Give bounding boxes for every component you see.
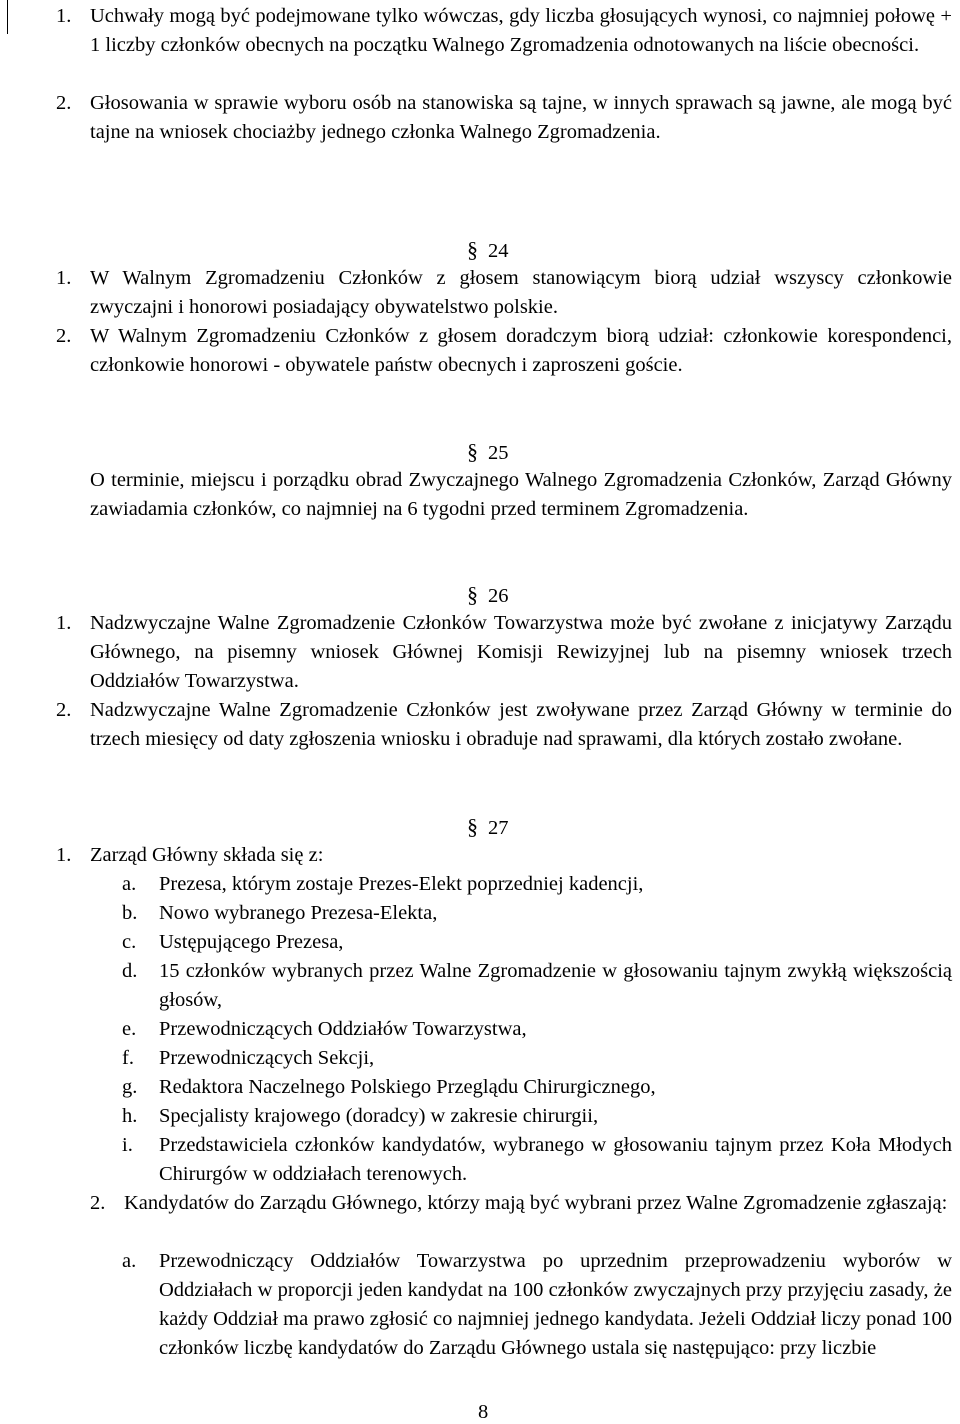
item-text: Przewodniczący Oddziałów Towarzystwa po uprzednim przeprowadzeniu wyborów w Oddziałach w proporcji jeden kandydat na 100 członków zwyczajnych przy przyjęciu zasady, że każdy Oddział ma prawo zgłosić co najmniej jednego kandydata. Jeżeli Oddział liczy ponad 100 członków liczbę kandydatów do Zarządu Głównego ustala się następująco: przy liczbie: [159, 1250, 952, 1359]
item-text: Nadzwyczajne Walne Zgromadzenie Członków jest zwoływane przez Zarząd Główny w terminie do trzech miesięcy od daty zgłoszenia wniosku i obraduje nad sprawami, dla których zostało zwołane.: [90, 699, 952, 750]
item-text: Przewodniczących Oddziałów Towarzystwa,: [159, 1018, 527, 1040]
item-text: Kandydatów do Zarządu Głównego, którzy mają być wybrani przez Walne Zgromadzenie zgłaszają:: [124, 1192, 948, 1214]
paragraph-item: [56, 609, 952, 696]
paragraph-plain: O terminie, miejscu i porządku obrad Zwyczajnego Walnego Zgromadzenia Członków, Zarząd Główny zawiadamia członków, co najmniej na 6 tygodni przed terminem Zgromadzenia.: [90, 469, 952, 520]
paragraph-item: [56, 264, 952, 322]
item-text: 15 członków wybranych przez Walne Zgromadzenie w głosowaniu tajnym zwykłą większością głosów,: [159, 960, 952, 1011]
item-number: 2.: [90, 1192, 106, 1214]
item-text: W Walnym Zgromadzeniu Członków z głosem stanowiącym biorą udział wszyscy członkowie zwyczajni i honorowi posiadający obywatelstwo polskie.: [90, 267, 952, 318]
item-text: Uchwały mogą być podejmowane tylko wówczas, gdy liczba głosujących wynosi, co najmniej połowę + 1 liczby członków obecnych na początku Walnego Zgromadzenia odnotowanych na liście obecności.: [90, 5, 952, 56]
item-number: 1.: [56, 267, 72, 289]
list-item: [122, 957, 952, 1015]
item-number: 2.: [56, 325, 72, 347]
item-letter: a.: [122, 873, 137, 895]
section-number: 27: [488, 817, 509, 839]
item-letter: b.: [122, 902, 138, 924]
item-text: Specjalisty krajowego (doradcy) w zakresie chirurgii,: [159, 1105, 599, 1127]
item-letter: a.: [122, 1250, 137, 1272]
item-text: Redaktora Naczelnego Polskiego Przeglądu Chirurgicznego,: [159, 1076, 656, 1098]
item-number: 1.: [56, 5, 72, 27]
list-item: [122, 1015, 952, 1044]
section-symbol: §: [467, 814, 478, 839]
list-item: [122, 899, 952, 928]
item-text: Prezesa, którym zostaje Prezes-Elekt poprzedniej kadencji,: [159, 873, 644, 895]
item-text: Nadzwyczajne Walne Zgromadzenie Członków Towarzystwa może być zwołane z inicjatywy Zarządu Głównego, na pisemny wniosek Głównej Komisji Rewizyjnej lub na pisemny wniosek trzech Oddziałów Towarzystwa.: [90, 612, 952, 692]
item-text: Głosowania w sprawie wyboru osób na stanowiska są tajne, w innych sprawach są jawne, ale mogą być tajne na wniosek chociażby jednego członka Walnego Zgromadzenia.: [90, 92, 952, 143]
item-letter: c.: [122, 931, 137, 953]
section-heading: [467, 812, 509, 843]
list-item: [90, 1189, 952, 1218]
paragraph-item: [56, 89, 952, 147]
list-item: [122, 870, 952, 899]
paragraph-item: [56, 322, 952, 380]
item-text: Przedstawiciela członków kandydatów, wybranego w głosowaniu tajnym przez Koła Młodych Chirurgów w oddziałach terenowych.: [159, 1134, 952, 1185]
item-letter: d.: [122, 960, 138, 982]
section-heading: [467, 580, 509, 611]
paragraph-item: [56, 696, 952, 754]
list-item: [122, 1102, 952, 1131]
item-letter: i.: [122, 1134, 133, 1156]
section-heading: [467, 235, 509, 266]
item-text: Ustępującego Prezesa,: [159, 931, 344, 953]
section-symbol: §: [467, 439, 478, 464]
item-number: 1.: [56, 844, 72, 866]
item-text: Przewodniczących Sekcji,: [159, 1047, 375, 1069]
item-number: 2.: [56, 92, 72, 114]
list-item: [122, 1131, 952, 1189]
paragraph-item: [56, 2, 952, 60]
item-number: 2.: [56, 699, 72, 721]
item-text: Zarząd Główny składa się z:: [90, 844, 324, 866]
list-item: [122, 1044, 952, 1073]
item-letter: g.: [122, 1076, 138, 1098]
section-symbol: §: [467, 582, 478, 607]
section-number: 24: [488, 240, 509, 262]
list-item: [122, 1247, 952, 1363]
section-number: 26: [488, 585, 509, 607]
list-item: [122, 1073, 952, 1102]
item-letter: f.: [122, 1047, 134, 1069]
list-item: [122, 928, 952, 957]
section-symbol: §: [467, 237, 478, 262]
item-number: 1.: [56, 612, 72, 634]
item-text: Nowo wybranego Prezesa-Elekta,: [159, 902, 438, 924]
item-text: W Walnym Zgromadzeniu Członków z głosem doradczym biorą udział: członkowie korespondenci, członkowie honorowi - obywatele państw obecnych i zaproszeni goście.: [90, 325, 952, 376]
revision-bar: [7, 0, 8, 34]
section-number: 25: [488, 442, 509, 464]
item-letter: e.: [122, 1018, 137, 1040]
paragraph-item: [56, 841, 952, 870]
item-letter: h.: [122, 1105, 138, 1127]
section-heading: [467, 437, 509, 468]
page-number: 8: [478, 1401, 489, 1423]
